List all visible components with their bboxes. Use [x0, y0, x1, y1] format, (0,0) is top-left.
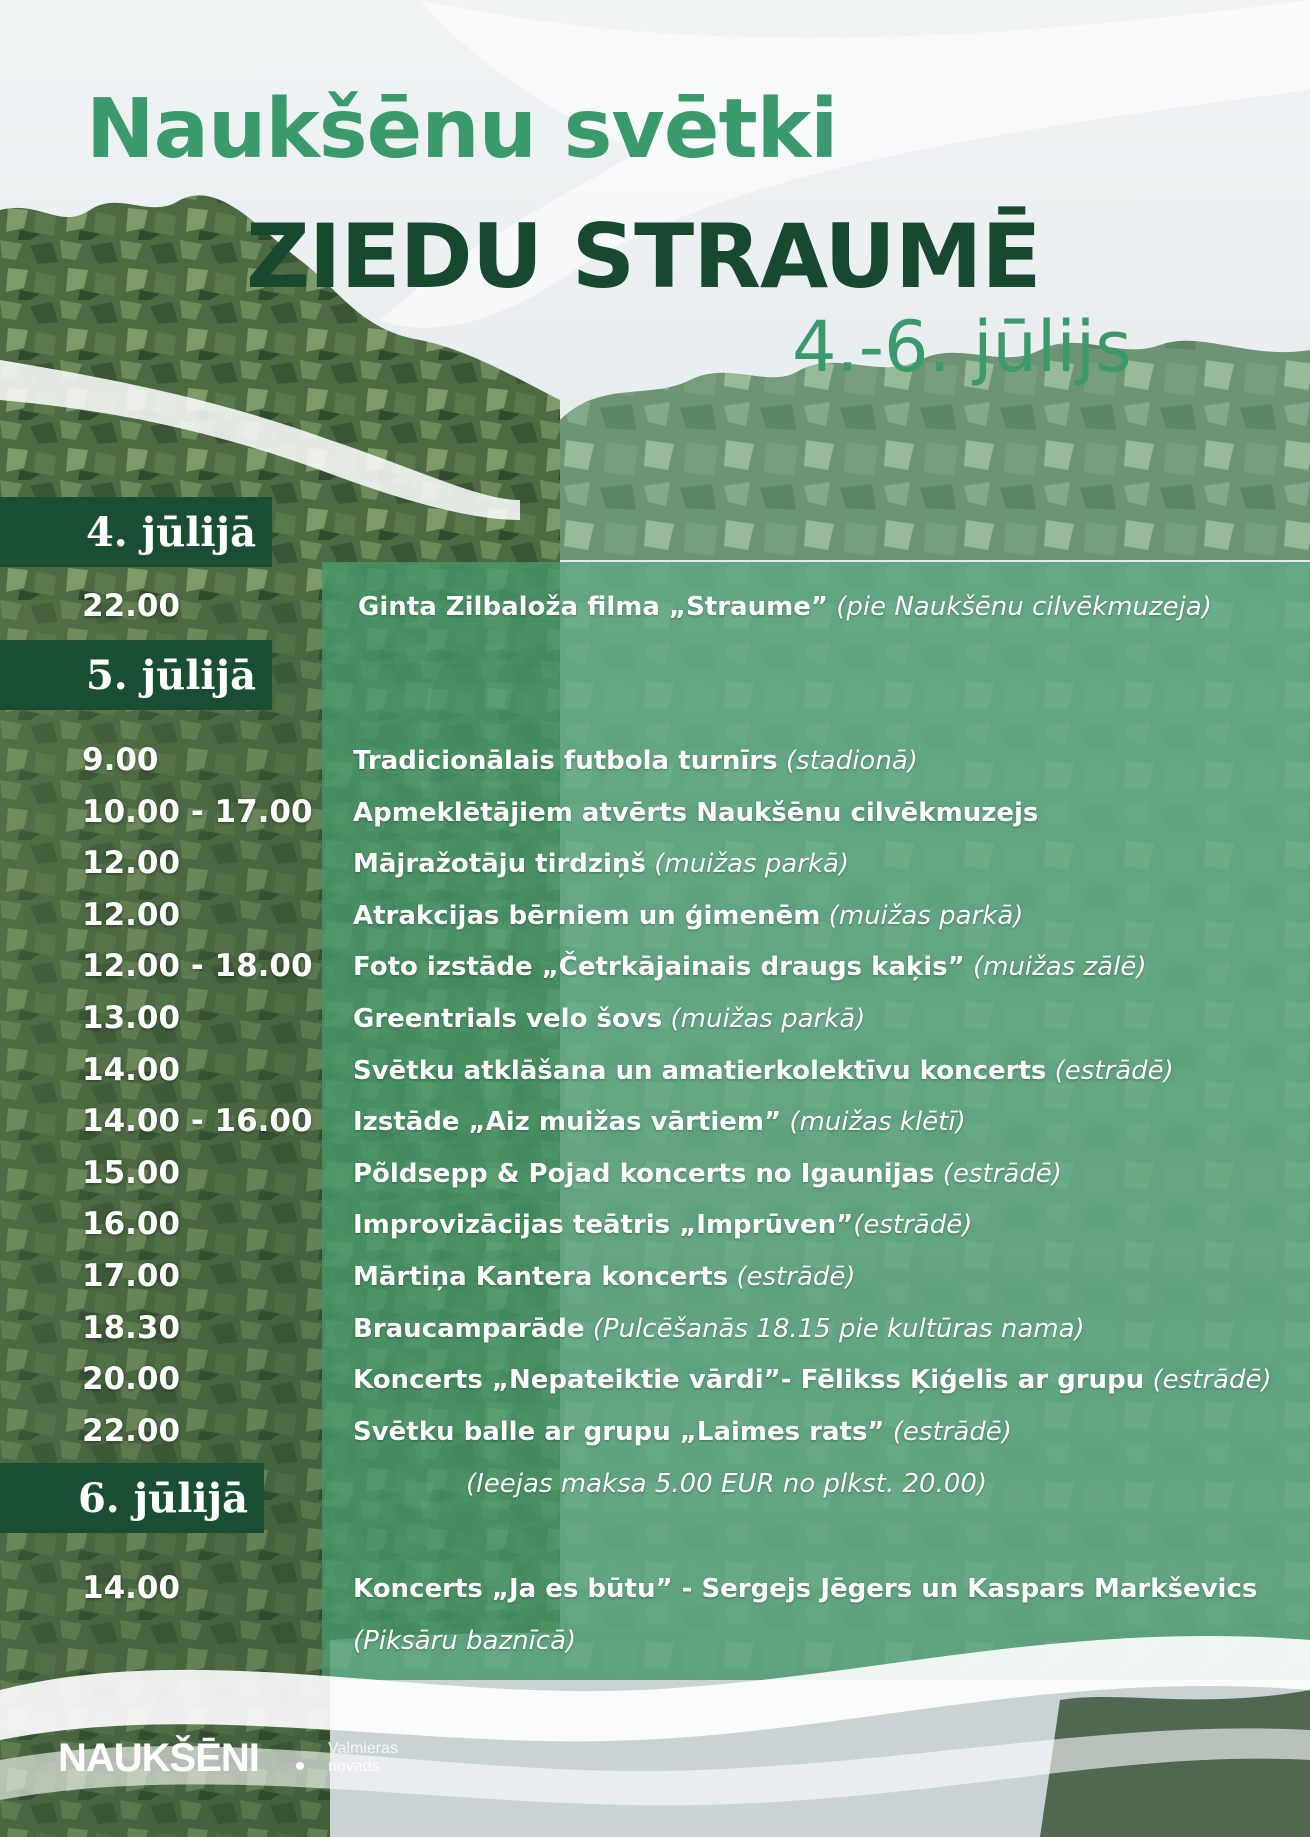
event-place: (estrādē)	[934, 1159, 1062, 1189]
event-time: 18.30	[82, 1310, 181, 1346]
event-time: 20.00	[82, 1361, 181, 1397]
entrance-fee-text: (Ieejas maksa 5.00 EUR no plkst. 20.00)	[466, 1469, 988, 1499]
event-time: 16.00	[82, 1206, 181, 1242]
event-entry	[353, 1159, 1062, 1189]
event-name: Apmeklētājiem atvērts Naukšēnu cilvēkmuzejs	[353, 798, 1039, 828]
day-label-6-july: 6. jūlijā	[0, 1463, 264, 1533]
event-entry	[353, 901, 1023, 931]
event-name: Koncerts „Ja es būtu” - Sergejs Jēgers un Kaspars Markševics	[353, 1574, 1258, 1604]
event-time: 12.00 - 18.00	[82, 948, 313, 984]
event-entry	[353, 952, 1146, 982]
event-place: (estrādē)	[1144, 1365, 1272, 1395]
event-name: Põldsepp & Pojad koncerts no Igaunijas	[353, 1159, 935, 1189]
event-name: Koncerts „Nepateiktie vārdi”- Fēlikss Ķiģelis ar grupu	[353, 1365, 1145, 1395]
event-time: 10.00 - 17.00	[82, 794, 313, 830]
event-place: (muižas zālē)	[964, 952, 1147, 982]
event-entry	[353, 1004, 865, 1034]
day-label-5-july: 5. jūlijā	[0, 640, 272, 710]
event-time: 14.00 - 16.00	[82, 1103, 313, 1139]
event-place: (muižas parkā)	[645, 849, 850, 879]
event-place: (muižas klētī)	[781, 1107, 966, 1137]
event-place: (estrādē)	[884, 1417, 1012, 1447]
event-entry	[353, 849, 849, 879]
event-place: (stadionā)	[777, 746, 918, 776]
logo-dot	[296, 1762, 304, 1770]
event-place: (estrādē)	[853, 1210, 973, 1240]
day-label-4-july: 4. jūlijā	[0, 497, 272, 567]
event-place: (muižas parkā)	[820, 901, 1024, 931]
event-name: Svētku atklāšana un amatierkolektīvu koncerts	[353, 1056, 1047, 1086]
event-name: Braucamparāde	[353, 1314, 585, 1344]
event-name: Atrakcijas bērniem un ģimenēm	[353, 901, 821, 931]
event-time: 22.00	[82, 588, 181, 624]
region-line-1: Valmieras	[328, 1740, 398, 1757]
event-time: 17.00	[82, 1258, 181, 1294]
event-entry	[353, 1210, 972, 1240]
event-place: (estrādē)	[728, 1262, 856, 1292]
naukseni-logo: NAUKŠĒNI	[58, 1736, 259, 1780]
festival-dates: 4.-6. jūlijs	[792, 306, 1132, 388]
event-place-line	[353, 1626, 576, 1656]
event-time: 12.00	[82, 897, 181, 933]
event-entry	[353, 1107, 966, 1137]
region-label	[328, 1740, 398, 1776]
event-place: (muižas parkā)	[662, 1004, 866, 1034]
entrance-fee-note	[466, 1469, 987, 1499]
event-place: (pie Naukšēnu cilvēkmuzeja)	[827, 592, 1212, 622]
event-entry	[353, 746, 918, 776]
event-time: 15.00	[82, 1155, 181, 1191]
event-place: (estrādē)	[1046, 1056, 1174, 1086]
region-line-2: novads	[328, 1758, 380, 1775]
event-place: (Pulcēšanās 18.15 pie kultūras nama)	[584, 1314, 1085, 1344]
event-time: 13.00	[82, 1000, 181, 1036]
event-entry	[353, 1365, 1272, 1395]
event-entry	[353, 1417, 1012, 1447]
event-time: 14.00	[82, 1052, 181, 1088]
event-name: Greentrials velo šovs	[353, 1004, 663, 1034]
event-entry	[353, 1314, 1085, 1344]
event-name: Tradicionālais futbola turnīrs	[353, 746, 778, 776]
event-name: Ginta Zilbaloža filma „Straume”	[358, 592, 828, 622]
event-name: Mārtiņa Kantera koncerts	[353, 1262, 729, 1292]
event-entry	[353, 798, 1038, 828]
event-entry	[358, 592, 1212, 622]
festival-title: Naukšēnu svētki	[86, 82, 838, 177]
event-name: Improvizācijas teātris „Imprūven”	[353, 1210, 854, 1240]
festival-subtitle: ZIEDU STRAUMĒ	[246, 205, 1041, 308]
event-entry	[353, 1262, 856, 1292]
event-time: 14.00	[82, 1570, 181, 1606]
event-name: Foto izstāde „Četrkājainais draugs kaķis”	[353, 952, 965, 982]
event-time: 22.00	[82, 1413, 181, 1449]
event-entry	[353, 1574, 1257, 1604]
event-time: 12.00	[82, 845, 181, 881]
event-name: Mājražotāju tirdziņš	[353, 849, 646, 879]
event-place: (Piksāru baznīcā)	[353, 1626, 577, 1656]
event-name: Svētku balle ar grupu „Laimes rats”	[353, 1417, 885, 1447]
event-name: Izstāde „Aiz muižas vārtiem”	[353, 1107, 782, 1137]
event-entry	[353, 1056, 1174, 1086]
event-time: 9.00	[82, 742, 159, 778]
